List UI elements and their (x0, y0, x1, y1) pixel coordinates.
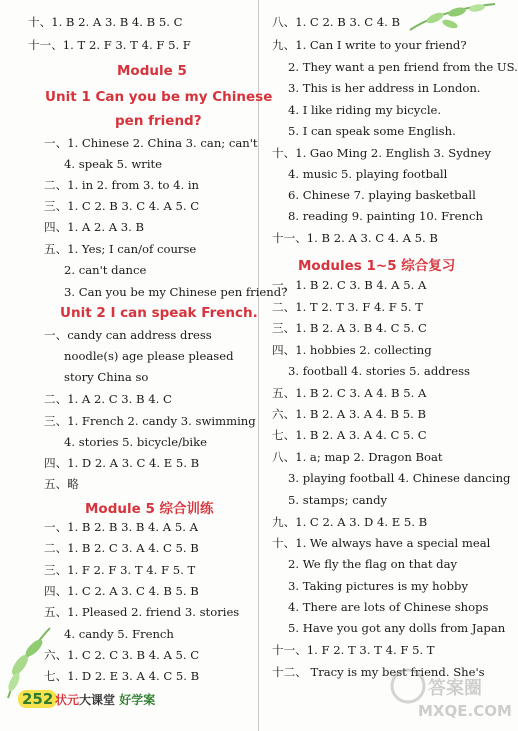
answer-line: 三、1. B 2. A 3. B 4. C 5. C (272, 321, 427, 335)
answer-line: 四、1. hobbies 2. collecting (272, 343, 432, 357)
answer-line: 九、1. C 2. A 3. D 4. E 5. B (272, 515, 428, 529)
page-number: 252 (18, 690, 57, 708)
answer-line: 4. I like riding my bicycle. (288, 103, 442, 117)
answer-line: 4. candy 5. French (64, 627, 174, 641)
answer-line: 二、1. T 2. T 3. F 4. F 5. T (272, 300, 423, 314)
watermark-logo (388, 664, 512, 726)
answer-line: 一、1. B 2. C 3. B 4. A 5. A (272, 278, 427, 292)
svg-text:MXQE.COM: MXQE.COM (418, 702, 512, 720)
answer-line: 四、1. D 2. A 3. C 4. E 5. B (44, 456, 200, 470)
answer-line: 五、略 (44, 477, 79, 491)
module-heading: Module 5 (117, 63, 187, 79)
answer-line: story China so (64, 370, 149, 384)
answer-line: 一、1. Chinese 2. China 3. can; can't (44, 136, 258, 150)
answer-line: 6. Chinese 7. playing basketball (288, 188, 476, 202)
leaf-decoration-icon (0, 620, 60, 700)
answer-line: 七、1. D 2. E 3. A 4. C 5. B (44, 669, 200, 683)
leaf-decoration-icon (405, 0, 500, 38)
answer-line: 3. playing football 4. Chinese dancing (288, 471, 511, 485)
unit-heading: Unit 2 I can speak French. (60, 305, 258, 321)
unit-heading: pen friend? (115, 113, 202, 129)
answer-line: 三、1. French 2. candy 3. swimming (44, 414, 256, 428)
answer-line: 二、1. B 2. C 3. A 4. C 5. B (44, 541, 199, 555)
answer-line: 十一、1. T 2. F 3. T 4. F 5. F (28, 38, 191, 52)
answer-line: 5. Have you got any dolls from Japan (288, 621, 506, 635)
answer-line: 五、1. Pleased 2. friend 3. stories (44, 605, 240, 619)
answer-line: noodle(s) age please pleased (64, 349, 234, 363)
answer-line: 二、1. A 2. C 3. B 4. C (44, 392, 172, 406)
answer-line: 五、1. B 2. C 3. A 4. B 5. A (272, 386, 427, 400)
brand-label (55, 691, 155, 708)
answer-line: 十、1. B 2. A 3. B 4. B 5. C (28, 15, 183, 29)
answer-line: 四、1. A 2. A 3. B (44, 220, 145, 234)
answer-line: 六、1. C 2. C 3. B 4. A 5. C (44, 648, 200, 662)
answer-line: 八、1. a; map 2. Dragon Boat (272, 450, 443, 464)
answer-line: 九、1. Can I write to your friend? (272, 38, 467, 52)
answer-line: 2. can't dance (64, 263, 147, 277)
answer-line: 3. This is her address in London. (288, 81, 481, 95)
unit-heading: Unit 1 Can you be my Chinese (45, 89, 273, 105)
brand-red: 状元 (55, 693, 80, 707)
brand-mid: 大课堂 (79, 693, 116, 707)
module-heading: Modules 1~5 综合复习 (298, 258, 456, 274)
answer-line: 8. reading 9. painting 10. French (288, 209, 483, 223)
brand-green: 好学案 (119, 693, 156, 707)
column-divider (258, 0, 259, 731)
answer-line: 2. We fly the flag on that day (288, 557, 458, 571)
answer-line: 4. speak 5. write (64, 157, 163, 171)
answer-line: 十、1. We always have a special meal (272, 536, 491, 550)
answer-line: 3. Taking pictures is my hobby (288, 579, 468, 593)
answer-line: 四、1. C 2. A 3. C 4. B 5. B (44, 584, 199, 598)
answer-line: 4. stories 5. bicycle/bike (64, 435, 207, 449)
answer-line: 2. They want a pen friend from the US. (288, 60, 518, 74)
module-heading: Module 5 综合训练 (85, 501, 214, 517)
answer-line: 十二、 Tracy is my best friend. She's (272, 665, 485, 679)
answer-line: 3. Can you be my Chinese pen friend? (64, 285, 288, 299)
answer-line: 五、1. Yes; I can/of course (44, 242, 197, 256)
answer-line: 六、1. B 2. A 3. A 4. B 5. B (272, 407, 426, 421)
answer-line: 4. music 5. playing football (288, 167, 448, 181)
answer-line: 4. There are lots of Chinese shops (288, 600, 489, 614)
answer-line: 十一、1. F 2. T 3. T 4. F 5. T (272, 643, 435, 657)
answer-line: 七、1. B 2. A 3. A 4. C 5. C (272, 428, 427, 442)
answer-line: 三、1. F 2. F 3. T 4. F 5. T (44, 563, 196, 577)
answer-line: 一、candy can address dress (44, 328, 212, 342)
answer-line: 5. I can speak some English. (288, 124, 456, 138)
answer-line: 3. football 4. stories 5. address (288, 364, 470, 378)
svg-text:答案圈: 答案圈 (428, 678, 482, 699)
answer-line: 一、1. B 2. B 3. B 4. A 5. A (44, 520, 198, 534)
answer-line: 十、1. Gao Ming 2. English 3. Sydney (272, 146, 492, 160)
answer-line: 十一、1. B 2. A 3. C 4. A 5. B (272, 231, 438, 245)
answer-line: 二、1. in 2. from 3. to 4. in (44, 178, 200, 192)
answer-line: 八、1. C 2. B 3. C 4. B (272, 15, 401, 29)
answer-line: 三、1. C 2. B 3. C 4. A 5. C (44, 199, 200, 213)
answer-line: 5. stamps; candy (288, 493, 388, 507)
